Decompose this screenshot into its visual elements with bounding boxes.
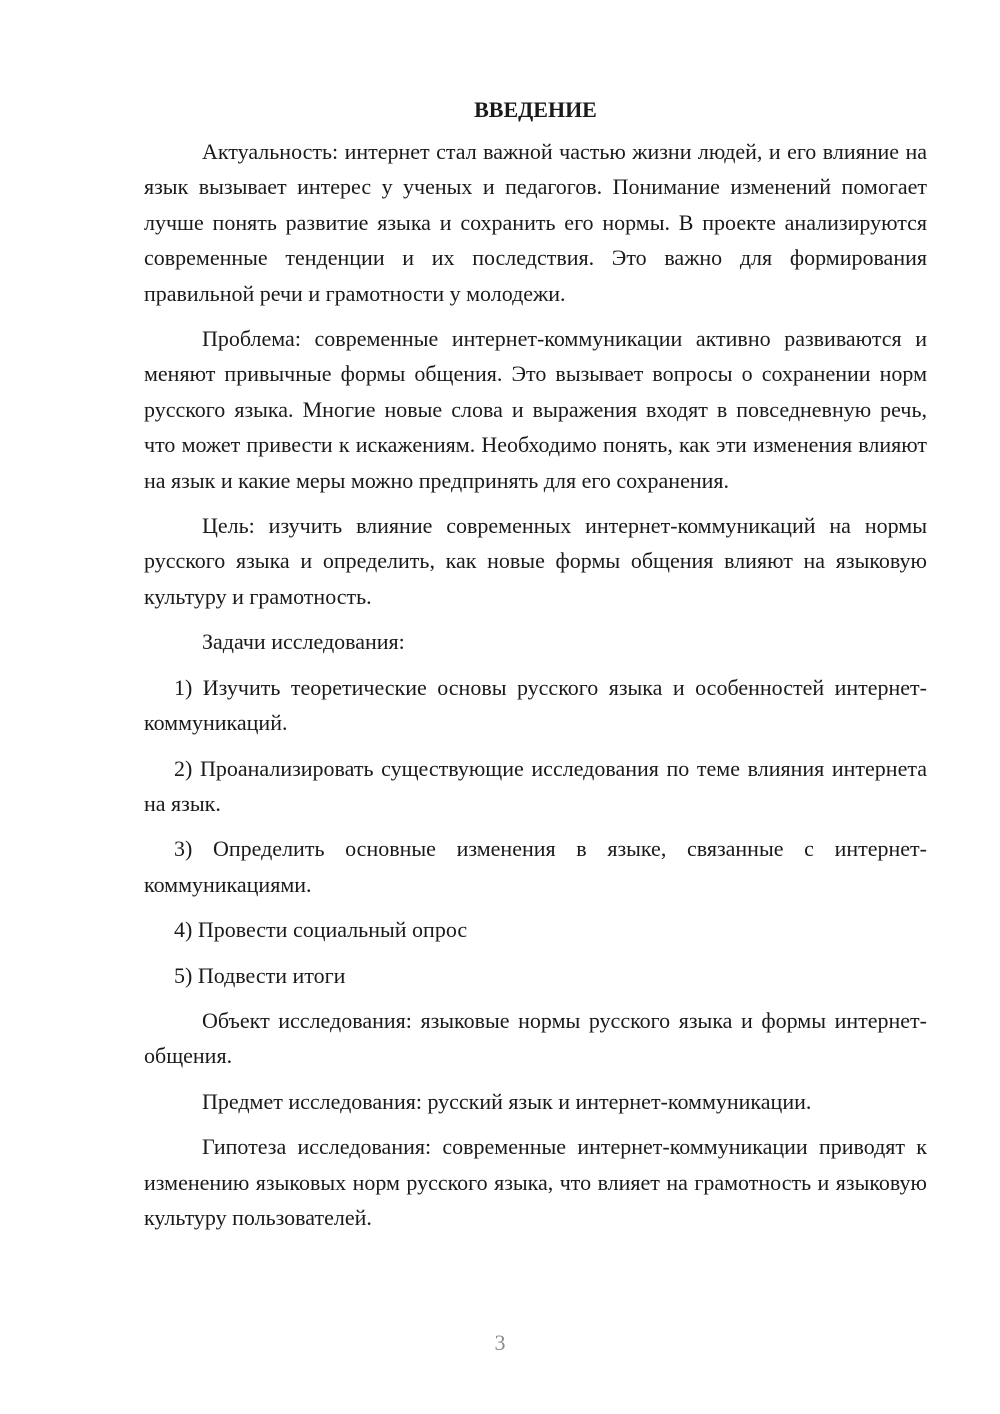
task-item-2: 2) Проанализировать существующие исследования по теме влияния интернета на язык. — [144, 755, 927, 816]
relevance-paragraph: Актуальность: интернет стал важной частью жизни людей, и его влияние на язык вызывает интерес у ученых и педагогов. Понимание изменений помогает лучше понять развитие языка и сохранить его нормы. В проекте анализируются современные тенденции и их последствия. Это важно для формирования правильной речи и грамотности у молодежи. — [144, 139, 927, 306]
task-item-3: 3) Определить основные изменения в языке, связанные с интернет-коммуникациями. — [144, 836, 927, 897]
problem-paragraph: Проблема: современные интернет-коммуникации активно развиваются и меняют привычные формы общения. Это вызывает вопросы о сохранении норм русского языка. Многие новые слова и выражения входят в повседневную речь, что может привести к искажениям. Необходимо понять, как эти изменения влияют на язык и какие меры можно предпринять для его сохранения. — [144, 326, 927, 493]
task-item-4: 4) Провести социальный опрос — [174, 917, 468, 943]
task-item-1: 1) Изучить теоретические основы русского языка и особенностей интернет-коммуникаций. — [144, 674, 927, 736]
tasks-title: Задачи исследования: — [202, 629, 405, 655]
document-page — [144, 90, 927, 1245]
hypothesis-paragraph: Гипотеза исследования: современные интернет-коммуникации приводят к изменению языковых норм русского языка, что влияет на грамотность и языковую культуру пользователей. — [144, 1134, 927, 1230]
page-title: ВВЕДЕНИЕ — [474, 97, 597, 122]
subject-paragraph: Предмет исследования: русский язык и интернет-коммуникации. — [202, 1088, 812, 1114]
goal-paragraph: Цель: изучить влияние современных интернет-коммуникаций на нормы русского языка и определить, как новые формы общения влияют на языковую культуру и грамотность. — [144, 513, 927, 609]
page-number: 3 — [494, 1330, 506, 1355]
task-item-5: 5) Подвести итоги — [174, 962, 346, 988]
object-paragraph: Объект исследования: языковые нормы русского языка и формы интернет-общения. — [144, 1007, 927, 1069]
